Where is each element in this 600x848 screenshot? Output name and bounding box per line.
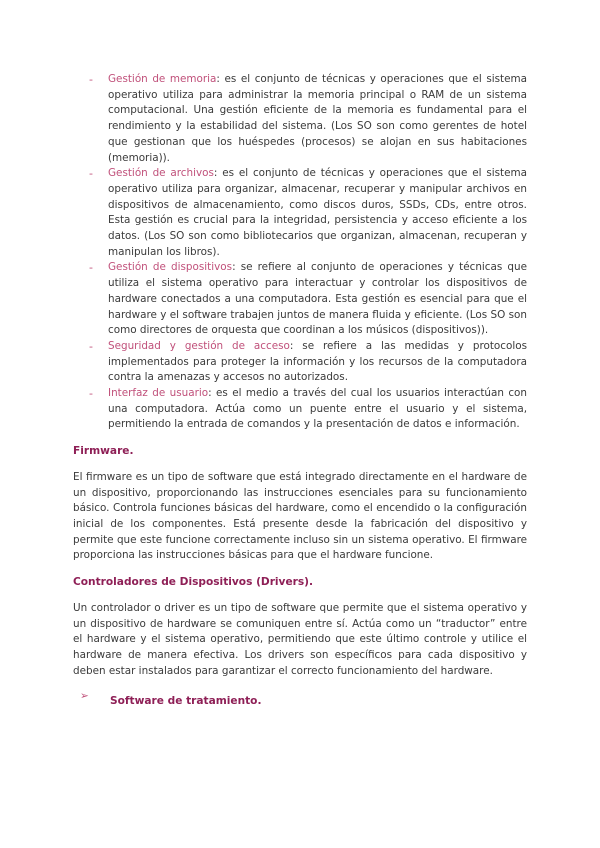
definition: : se refiere a las medidas y protocolos implementados para proteger la información y los recursos de la computadora contra la amenazas y accesos no autorizados. [108,339,528,384]
firmware-heading: Firmware. [73,445,134,458]
dash-bullet: - [89,73,93,86]
list-item-ui [73,386,527,433]
definition: : se refiere al conjunto de operaciones y técnicas que utiliza el sistema operativo para interactuar y controlar los dispositivos de hardware conectados a una computadora. Esta gestión es esencial para que el hardware y el software trabajen juntos de manera fluida y eficiente. (Los SO son como directores de orquesta que coordinan a los músicos (dispositivos)). [108,261,527,337]
definition: : es el medio a través del cual los usuarios interactúan con una computadora. Actúa como un puente entre el usuario y el sistema, permitiendo la entrada de comandos y la presentación de datos e información. [108,387,527,431]
list-item-devices [73,260,527,339]
next-section [73,689,527,710]
dash-bullet: - [89,339,93,353]
firmware-paragraph: El firmware es un tipo de software que está integrado directamente en el hardware de un dispositivo, proporcionando las instrucciones esenciales para su funcionamiento básico. Controla funciones básicas del hardware, como el encendido o la configuración inicial de los componentes. Está presente desde la fabricación del dispositivo y permite que este funcione correctamente incluso sin un sistema operativo. El firmware proporciona las instrucciones básicas para que el hardware funcione. [73,470,527,562]
next-section-heading: Software de tratamiento. [110,695,262,708]
term-memoria: Gestión de memoria [108,73,217,85]
term-interfaz: Interfaz de usuario [108,387,209,400]
list-item-files [73,166,527,260]
definition: : es el conjunto de técnicas y operaciones que el sistema operativo utiliza para administrar la memoria principal o RAM de un sistema computacional. Una gestión eficiente de la memoria es fundamental para el rendimiento y la estabilidad del sistema. (Los SO son como gerentes de hotel que gestionan que los huéspedes (procesos) se alojan en sus habitaciones (memoria)). [108,73,528,164]
list-item-text [108,386,527,433]
term-dispositivos: Gestión de dispositivos [108,261,233,274]
dash-bullet: - [89,261,93,275]
list-item-text [108,166,527,260]
drivers-heading: Controladores de Dispositivos (Drivers). [73,576,314,589]
drivers-paragraph: Un controlador o driver es un tipo de software que permite que el sistema operativo y un dispositivo de hardware se comuniquen entre sí. Actúa como un “traductor” entre el hardware y el sistema operativo, permitiendo que este último controle y utilice el hardware de manera efectiva. Los drivers son específicos para cada dispositivo y deben estar instalados para garantizar el correcto funcionamiento del hardware. [73,601,527,677]
definition: : es el conjunto de técnicas y operaciones que el sistema operativo utiliza para organizar, almacenar, recuperar y manipular archivos en dispositivos de almacenamiento, como discos duros, SSDs, CDs, entre otros. Esta gestión es crucial para la integridad, persistencia y acceso eficiente a los datos. (Los SO son como bibliotecarios que organizan, almacenan, recuperan y manipulan los libros). [108,167,528,258]
term-archivos: Gestión de archivos [108,167,214,180]
arrow-bullet-icon: ➢ [80,690,89,703]
term-seguridad: Seguridad y gestión de acceso [108,339,290,352]
dash-bullet: - [89,167,93,181]
list-item-text [108,72,527,166]
list-item-text [108,339,527,386]
dash-bullet: - [89,387,93,401]
list-item-memory [73,72,527,166]
list-item-security [73,339,527,386]
os-functions-list [73,72,527,433]
list-item-text [108,260,527,339]
page-content [73,72,527,710]
